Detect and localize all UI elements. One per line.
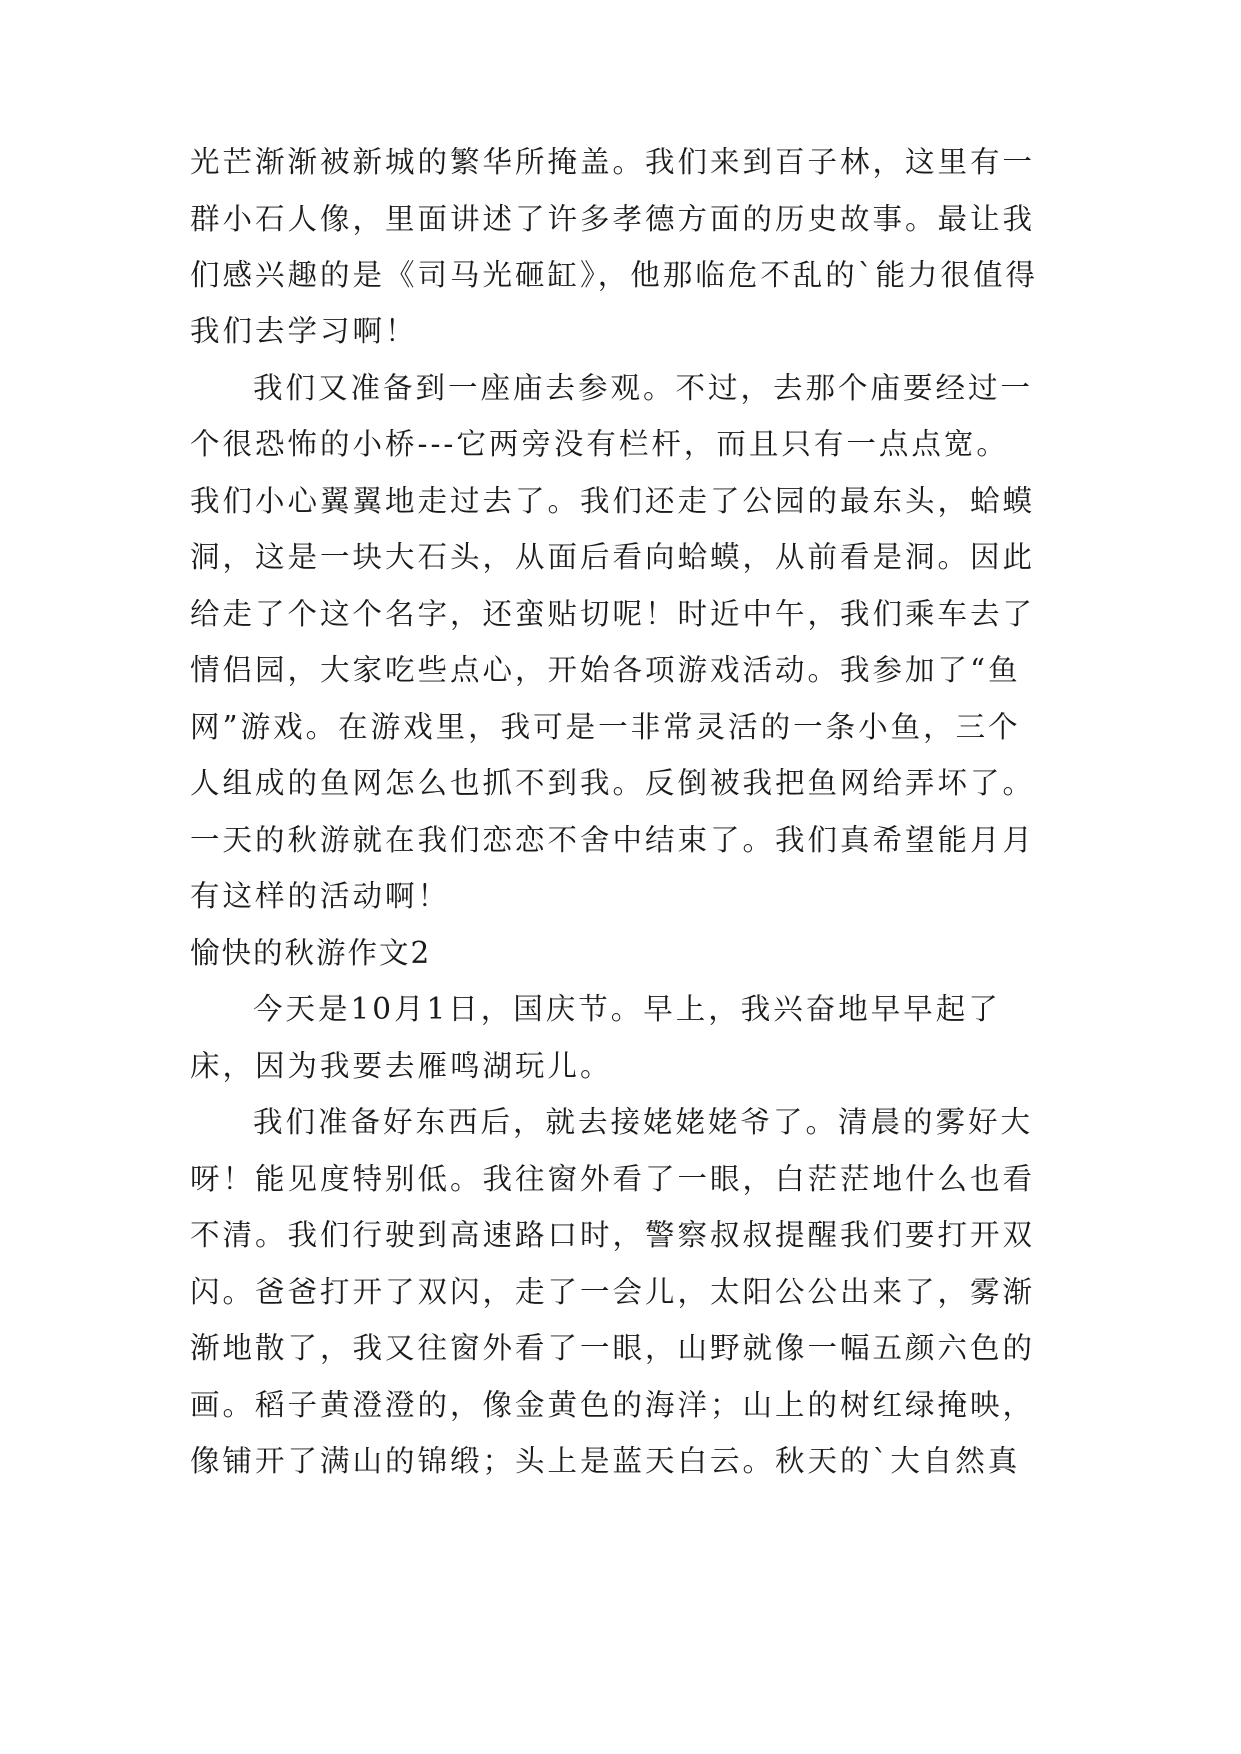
- text-line: 洞，这是一块大石头，从面后看向蛤蟆，从前看是洞。因此: [190, 540, 1036, 574]
- text-line: 群小石人像，里面讲述了许多孝德方面的历史故事。最让我: [190, 202, 1036, 236]
- text-line: 今天是10月1日，国庆节。早上，我兴奋地早早起了: [253, 992, 1001, 1026]
- text-line: 一天的秋游就在我们恋恋不舍中结束了。我们真希望能月月: [190, 823, 1036, 857]
- text-line: 不清。我们行驶到高速路口时，警察叔叔提醒我们要打开双: [190, 1218, 1036, 1252]
- text-line: 给走了个这个名字，还蛮贴切呢！时近中午，我们乘车去了: [190, 597, 1036, 631]
- text-line: 闪。爸爸打开了双闪，走了一会儿，太阳公公出来了，雾渐: [190, 1275, 1036, 1309]
- text-line: 我们准备好东西后，就去接姥姥姥爷了。清晨的雾好大: [253, 1105, 1034, 1139]
- text-line: 网”游戏。在游戏里，我可是一非常灵活的一条小鱼，三个: [190, 710, 1021, 744]
- text-line: 我们去学习啊！: [190, 314, 418, 348]
- text-line: 人组成的鱼网怎么也抓不到我。反倒被我把鱼网给弄坏了。: [190, 766, 1036, 800]
- text-line: 有这样的活动啊！: [190, 879, 451, 913]
- text-line: 画。稻子黄澄澄的，像金黄色的海洋；山上的树红绿掩映，: [190, 1388, 1036, 1422]
- text-line: 呀！能见度特别低。我往窗外看了一眼，白茫茫地什么也看: [190, 1162, 1036, 1196]
- text-line: 床，因为我要去雁鸣湖玩儿。: [190, 1049, 613, 1083]
- text-line: 情侣园，大家吃些点心，开始各项游戏活动。我参加了“鱼: [190, 653, 1021, 687]
- text-line: 光芒渐渐被新城的繁华所掩盖。我们来到百子林，这里有一: [190, 145, 1036, 179]
- text-line: 我们又准备到一座庙去参观。不过，去那个庙要经过一: [253, 371, 1034, 405]
- section-heading: 愉快的秋游作文2: [190, 936, 432, 970]
- text-line: 我们小心翼翼地走过去了。我们还走了公园的最东头，蛤蟆: [190, 484, 1036, 518]
- text-line: 个很恐怖的小桥---它两旁没有栏杆，而且只有一点点宽。: [190, 427, 1009, 461]
- text-line: 像铺开了满山的锦缎；头上是蓝天白云。秋天的`大自然真: [190, 1444, 1021, 1478]
- text-line: 们感兴趣的是《司马光砸缸》，他那临危不乱的`能力很值得: [190, 258, 1039, 292]
- text-line: 渐地散了，我又往窗外看了一眼，山野就像一幅五颜六色的: [190, 1331, 1036, 1365]
